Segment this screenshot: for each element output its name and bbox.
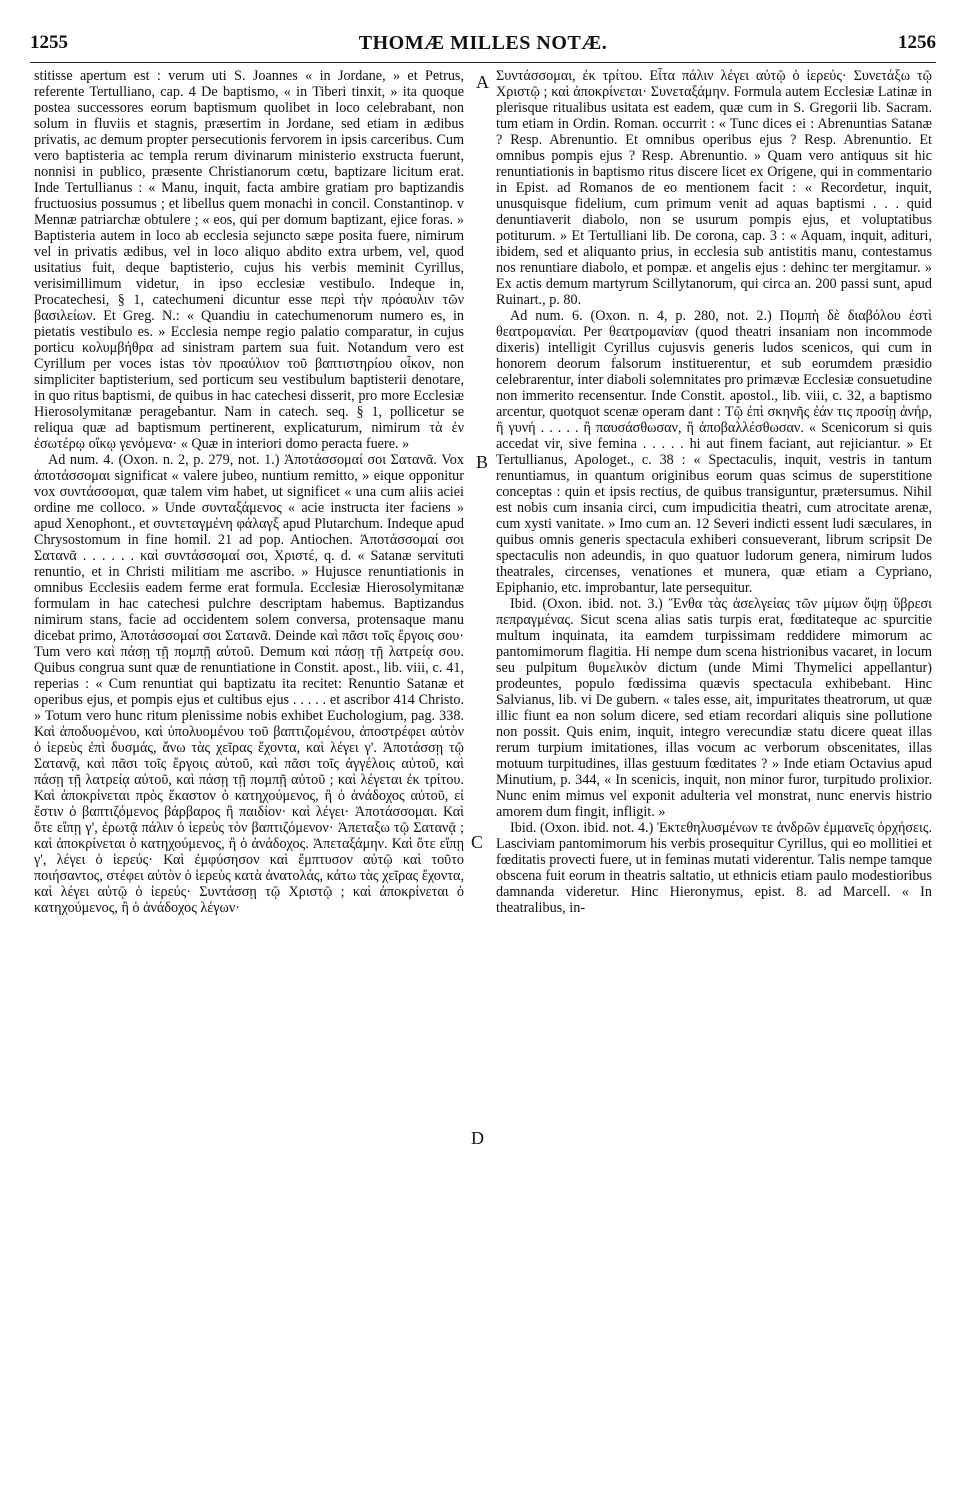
left-paragraph-2: Ad num. 4. (Oxon. n. 2, p. 279, not. 1.) Ἀποτάσσομαί σοι Σατανᾶ. Vox ἀποτάσσομαι significat « valere jubeo, nuntium remitto, » eique opponitur vox συντάσσομαι, quæ talem vim habet, ut significet « una cum aliis aciei ordine me colloco. » Unde συνταξάμενος « acie instructa iter faciens » apud Xenophont., et συντεταγμένη φάλαγξ apud Plutarchum. Indeque apud Chrysostomum in fine homil. 21 ad pop. Antiochen. Ἀποτάσσομαί σοι Σατανᾶ . . . . . . καὶ συντάσσομαί σοι, Χριστέ, q. d. « Satanæ servituti renuntio, et in Christi militiam me ascribo. » Hujusce renuntiationis in omnibus Ecclesiis eadem ferme erat formula. Ecclesiæ Hierosolymitanæ formulam in hac catechesi pulchre descriptam habemus. Baptizandus nimirum stans, facie ad occidentem solem conversa, protensaque manu dicebat primo, Ἀποτάσσομαί σοι Σατανᾶ. Deinde καὶ πᾶσι τοῖς ἔργοις σου· Tum vero καὶ πάσῃ τῇ πομπῇ αὐτοῦ. Demum καὶ πάσῃ τῇ λατρείᾳ σου. Quibus congrua sunt quæ de renuntiatione in Constit. apost., lib. viii, c. 41, reperias : « Cum renuntiat qui baptizatu ita recitet: Renuntio Satanæ et operibus ejus, et pompis ejus et cultibus ejus . . . . . et ascribor 414 Christo. » Totum vero hunc ritum plenissime nobis exhibet Euchologium, pag. 338. Καὶ ἀποδυομένου, καὶ ὑπολυομένου τοῦ βαπτιζομένου, ἀποστρέφει αὐτὸν ὁ ἱερεὺς ἐπὶ δυσμάς, ἄνω τὰς χεῖρας ἔχοντα, καὶ λέγει γ'. Ἀποτάσσῃ τῷ Σατανᾷ, καὶ πᾶσι τοῖς ἔργοις αὐτοῦ, καὶ πᾶσι τοῖς ἀγγέλοις αὐτοῦ, καὶ πάσῃ τῇ λατρείᾳ αὐτοῦ, καὶ πάσῃ τῇ πομπῇ αὐτοῦ ; καὶ λέγεται ἐκ τρίτου. Καὶ ἀποκρίνεται πρὸς ἕκαστον ὁ κατηχούμενος, ἢ ὁ ἀνάδοχος αὐτοῦ, εἰ ἔστιν ὁ βαπτιζόμενος βάρβαρος ἢ παιδίον· καὶ λέγει· Ἀποτάσσομαι. Καὶ ὅτε εἴπῃ γ', ἐρωτᾷ πάλιν ὁ ἱερεὺς τὸν βαπτιζόμενον· Ἀπεταξω τῷ Σατανᾷ ; καὶ ἀποκρίνεται ὁ κατηχούμενος, ἢ ὁ ἀνάδοχος. Ἀπεταξάμην. Καὶ ὅτε εἴπῃ γ', λέγει ὁ ἱερεύς· Καὶ ἐμφύσησον καὶ ἔμπτυσον αὐτῷ καὶ τοῦτο ποιήσαντος, στέφει αὐτὸν ὁ ἱερεὺς κατὰ ἀνατολάς, κάτω τὰς χεῖρας ἔχοντα, καὶ λέγει αὐτῷ ὁ ἱερεύς· Συντάσσῃ τῷ Χριστῷ ; καὶ ἀποκρίνεται ὁ κατηχούμενος, ἢ ὁ ἀνάδοχος λέγων· [34,452,464,916]
running-title: THOMÆ MILLES NOTÆ. [358,32,608,54]
running-header [30,30,936,63]
right-paragraph-1: Συντάσσομαι, ἐκ τρίτου. Εἶτα πάλιν λέγει αὐτῷ ὁ ἱερεύς· Συνετάξω τῷ Χριστῷ ; καὶ ἀποκρίνεται· Συνεταξάμην. Formula autem Ecclesiæ Latinæ in plerisque ritualibus usitata est eadem, quæ cum in S. Gregorii lib. Sacram. tum etiam in Ordin. Roman. occurrit : « Tunc dices ei : Abrenuntias Satanæ ? Resp. Abrenuntio. Et omnibus operibus ejus ? Resp. Abrenuntio. Et omnibus pompis ejus ? Resp. Abrenuntio. » Quam vero antiquus sit hic renuntiationis in baptismo ritus discere licet ex Origene, qui in commentario in Epist. ad Romanos de eo mentionem facit : « Recordetur, inquit, unusquisque fidelium, cum primum venit ad aquas baptismi . . . quid denuntiaverit diabolo, non se usurum pompis ejus, et voluptatibus potiturum. » Et Tertulliani lib. De corona, cap. 3 : « Aquam, inquit, adituri, ibidem, sed et aliquanto prius, in ecclesia sub antistitis manu, contestamus nos renuntiare diabolo, et pompæ. et angelis ejus : dehinc ter mergitamur. » Ex actis demum martyrum Scillytanorum, qui circa an. 200 passi sunt, apud Ruinart., p. 80. [496,68,932,308]
margin-letter-b: B [476,452,489,472]
margin-letter-c: C [471,832,484,852]
right-paragraph-3: Ibid. (Oxon. ibid. not. 3.) Ἔνθα τὰς ἀσελγείας τῶν μίμων ὄψῃ ὕβρεσι πεπραγμένας. Sicut scena alias satis turpis erat, fœditateque ac spurcitie multum inquinata, ita eamdem turpissimam reddidere mimorum ac pantomimorum flagitia. Hi nempe dum scena histrionibus vacaret, in locum seu pulpitum θυμελικὸν dictum (unde Mimi Thymelici appellantur) prodeuntes, populo fœdissima quævis spectacula exhibebant. Hinc Salvianus, lib. vi De gubern. « tales esse, ait, impuritates theatrorum, ut quæ illic fiunt ea non solum dicere, sed etiam recordari aliquis sine pollutione non possit. Quis enim, inquit, integro verecundiæ statu dicere queat illas rerum turpium imitationes, illas vocum ac verborum obscenitates, illas motuum turpitudines, illas gestuum fœditates ? » Inde etiam Octavius apud Minutium, p. 344, « In scenicis, inquit, non minor furor, turpitudo prolixior. Nunc enim mimus vel exponit adulteria vel monstrat, nunc enervis histrio amorem dum fingit, infligit. » [496,596,932,820]
right-paragraph-4: Ibid. (Oxon. ibid. not. 4.) Ἐκτεθηλυσμένων τε ἀνδρῶν ἐμμανεῖς ὀρχήσεις. Lasciviam pantomimorum his verbis prosequitur Cyrillus, qui eo mollitiei et fœditatis provecti fuere, ut in feminas mutati viderentur. Talis nempe tamque obscena fuit eorum in theatris saltatio, ut ethnicis etiam paulo modestioribus damnanda videretur. Hinc Hieronymus, epist. 8. ad Marcell. « In theatralibus, in- [496,820,932,916]
page-number-left: 1255 [30,32,68,53]
left-column [34,68,464,1493]
left-paragraph-1: stitisse apertum est : verum uti S. Joannes « in Jordane, » et Petrus, referente Tertulliano, cap. 4 De baptismo, « in Tiberi tinxit, » ita quoque postea successores eorum baptismum quolibet in loco celebrabant, non solum in fluviis et stagnis, præsertim in Jordane, sed etiam in ædibus privatis, ac demum propter persecutionis fervorem in ipsis carceribus. Cum vero baptisteria ac templa rerum divinarum ministerio exstructa fuerunt, nonnisi in publico, præsente Christianorum cœtu, baptizare licitum erat. Inde Tertullianus : « Manu, inquit, facta ambire gratiam pro baptizandis fructuosius possumus ; et libellus quem monachi in concil. Constantinop. v Mennæ patriarchæ obtulere ; « eos, qui per domum baptizant, ejice foras. » Baptisteria autem in loco ab ecclesia sejuncto sæpe posita fuere, nimirum vel in privatis ædibus, vel in loco aliquo abdito extra urbem, vel, quod usitatius fuit, deque baptisterio, cujus his verbis meminit Cyrillus, verisimillimum videtur, in ipso ecclesiæ vestibulo. Indeque in, Procatechesi, § 1, catechumeni dicuntur esse περὶ τὴν πρόαυλιν τῶν βασιλείων. Et Greg. N.: « Quandiu in catechumenorum numero es, in pietatis vestibulo es. » Ecclesia nempe regio palatio comparatur, in cujus porticu κολυμβήθρα ad sinistram partem sua fuit. Notandum vero est Cyrillum per voces istas τὸν προαύλιον τοῦ βαπτιστηρίου οἶκον, non simpliciter baptisterium, sed porticum seu vestibulum baptisterii denotare, in quo ritus baptismi, de quibus in hac catechesi disserit, pro more Ecclesiæ Hierosolymitanæ peragebantur. Nam in catech. seq. § 1, pollicetur se reliqua quæ ad baptismum pertinerent, explicaturum, nimirum τὰ ἐν ἐσωτέρῳ οἴκῳ γενόμενα· « Quæ in interiori domo peracta fuere. » [34,68,464,452]
margin-letter-d: D [471,1128,484,1148]
page-number-right: 1256 [898,32,936,53]
margin-letter-a: A [476,72,489,92]
right-paragraph-2: Ad num. 6. (Oxon. n. 4, p. 280, not. 2.) Πομπὴ δὲ διαβόλου ἐστὶ θεατρομανίαι. Per θεατρομανίαν (quod theatri insaniam non incommode dixeris) intelligit Cyrillus cujusvis generis ludos scenicos, qui cum in honorem deorum falsorum instituerentur, et sub eorumdem præsidio celebrarentur, inter diaboli solemnitates pro primævæ Ecclesiæ consuetudine non immerito recensentur. Inde Constit. apostol., lib. viii, c. 32, a baptismo arcentur, quotquot scenæ operam dant : Τῷ ἐπὶ σκηνῆς ἐάν τις προσίῃ ἀνήρ, ἢ γυνή . . . . . ἢ παυσάσθωσαν, ἢ ἀποβαλλέσθωσαν. « Scenicorum si quis accedat vir, sive femina . . . . . hi aut finem faciant, aut rejiciantur. » Et Tertullianus, Apologet., c. 38 : « Spectaculis, inquit, vestris in tantum renuntiamus, in quantum originibus eorum quas scimus de superstitione conceptas : quin et ipsis rectius, de quibus transiguntur, prætersumus. Nihil est nobis cum insania circi, cum impudicitia theatri, cum atrocitate arenæ, cum xysti vanitate. » Imo cum an. 12 Severi indicti essent ludi sæculares, in quibus omnis generis spectacula exhiberi consueverant, librum scripsit De spectaculis non adeundis, in quo quatuor ludorum genera, nimirum ludos theatrales, circenses, venationes et munera, quæ etiam a Cypriano, Epiphanio, etc. improbantur, late persequitur. [496,308,932,596]
right-column [496,68,932,1493]
